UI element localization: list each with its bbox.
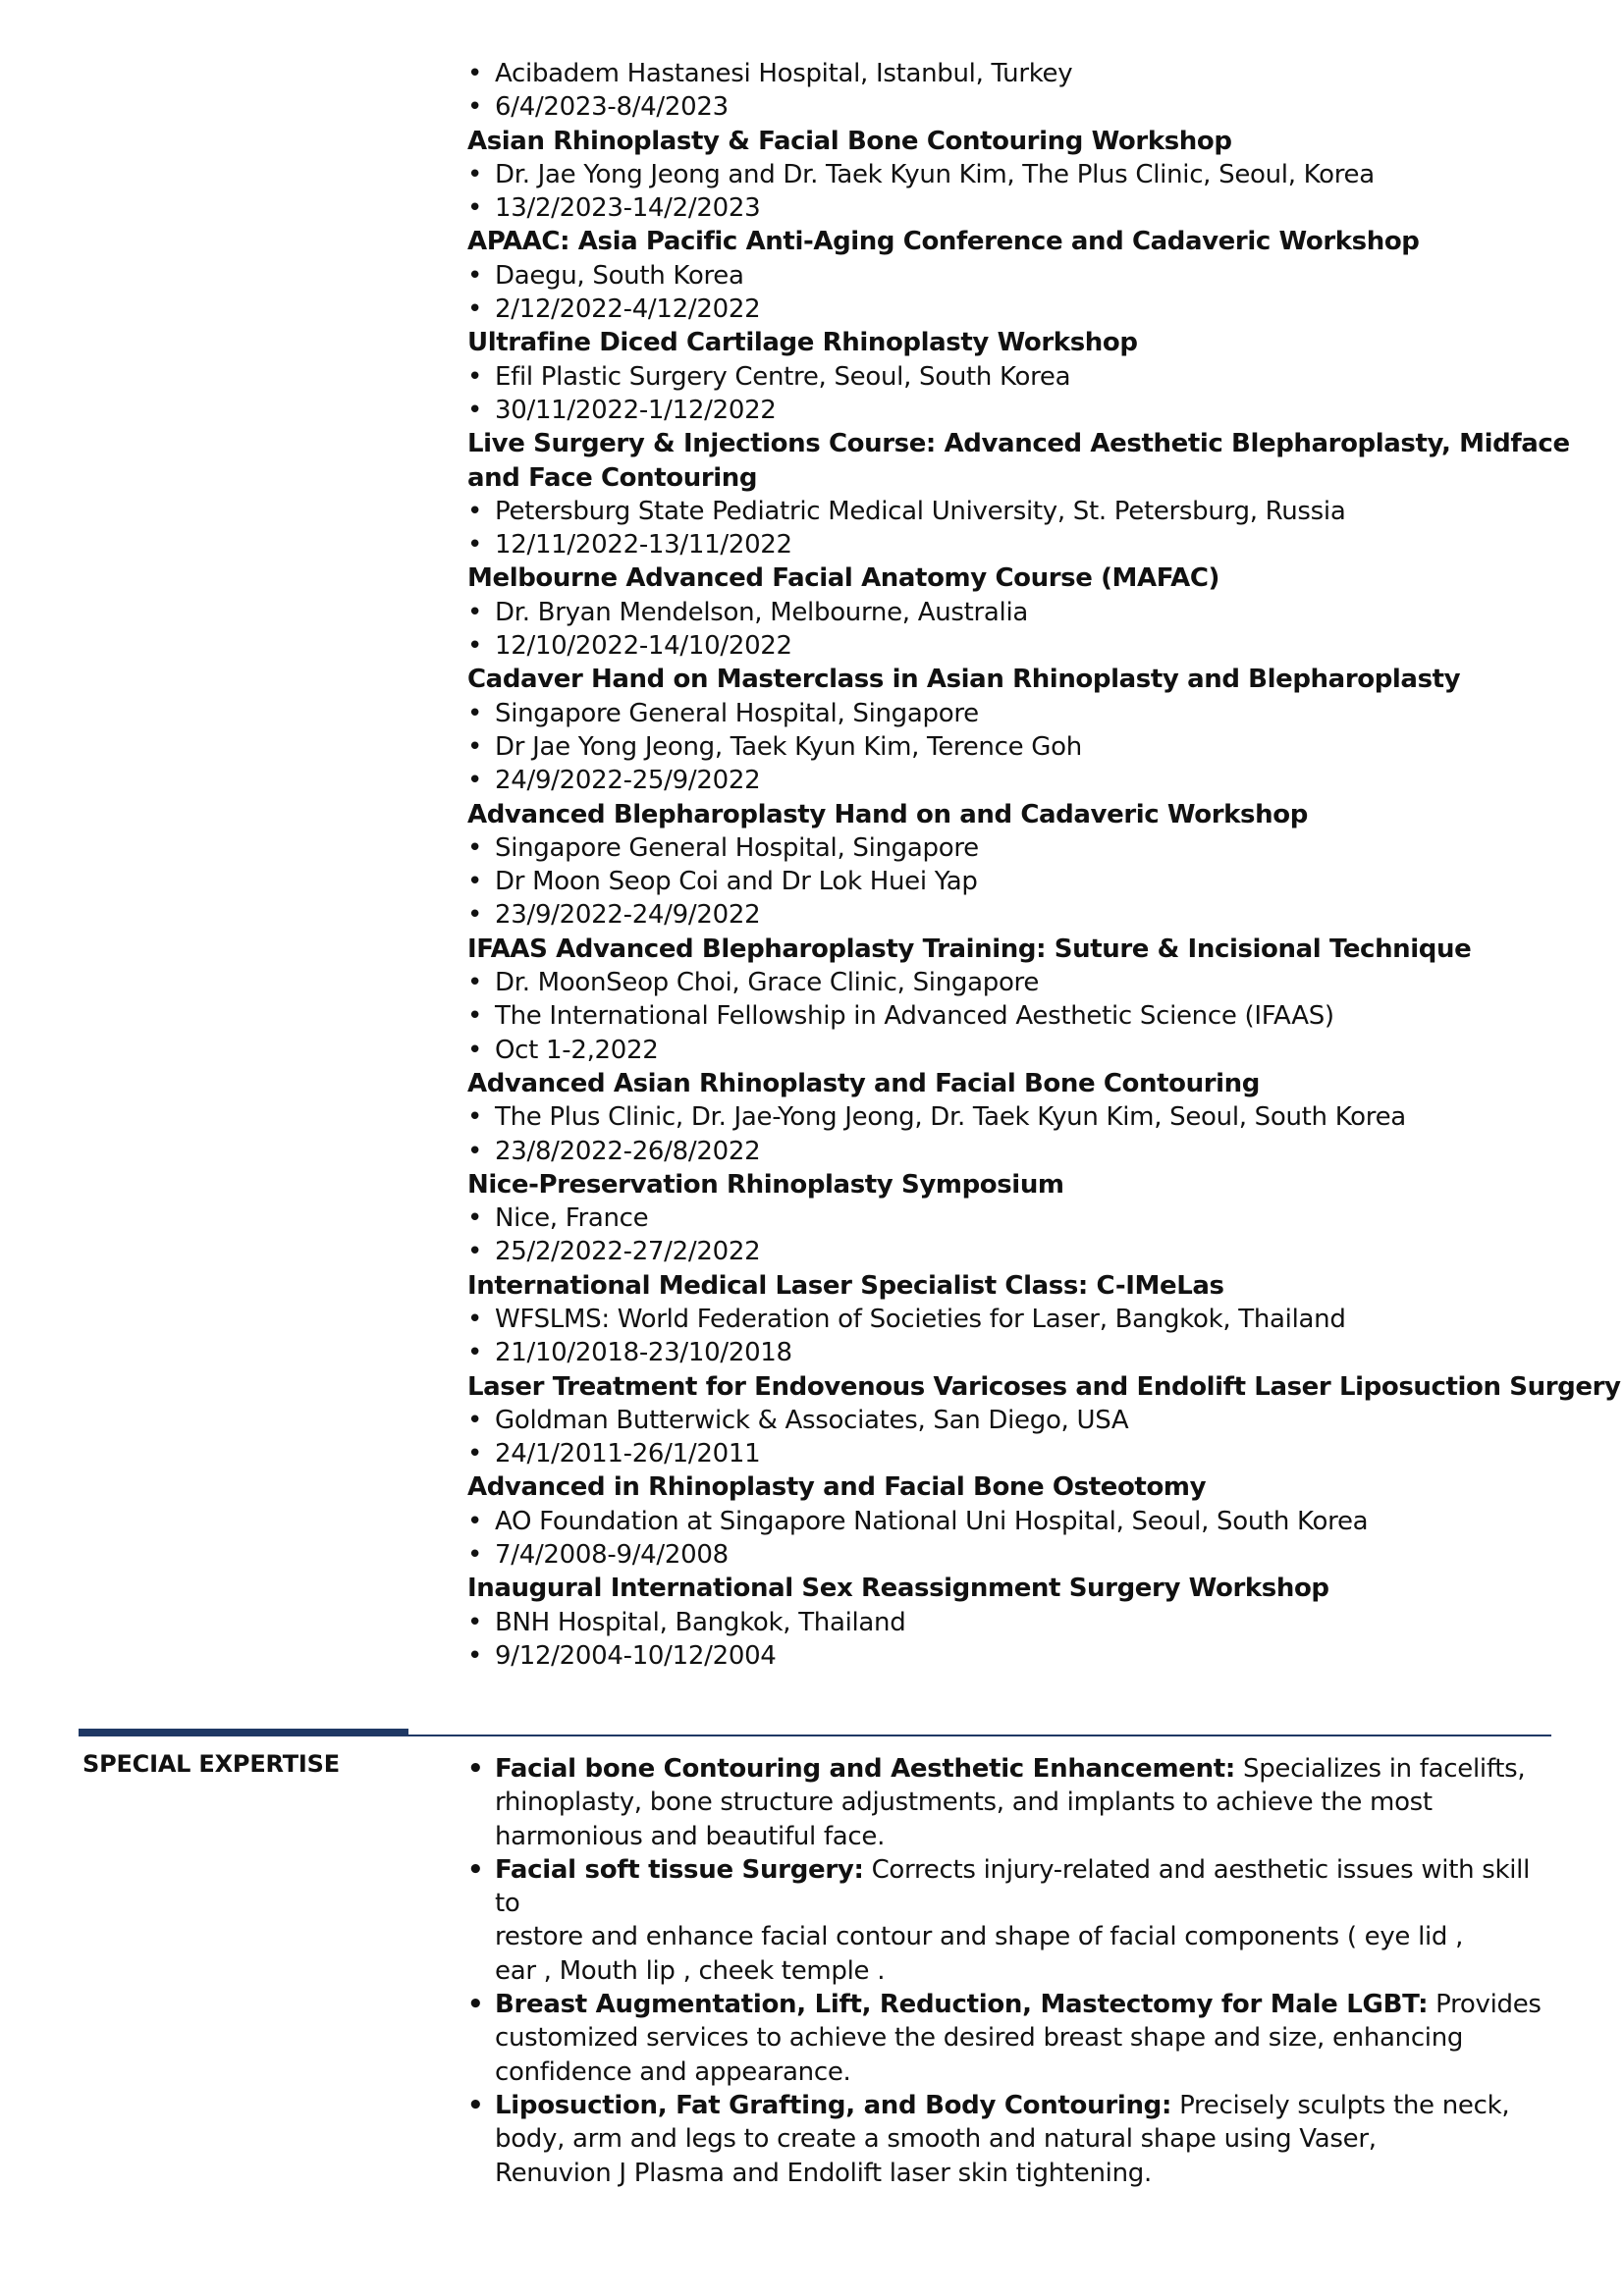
course-detail: • Dr. MoonSeop Choi, Grace Clinic, Singapore xyxy=(467,966,1567,999)
course-detail: • Efil Plastic Surgery Centre, Seoul, South Korea xyxy=(467,360,1567,394)
course-entry xyxy=(467,798,1567,933)
course-detail: • Petersburg State Pediatric Medical University, St. Petersburg, Russia xyxy=(467,495,1567,528)
course-detail: • 9/12/2004-10/12/2004 xyxy=(467,1639,1567,1673)
course-entry xyxy=(467,1572,1567,1673)
section-divider xyxy=(79,1729,1551,1736)
special-expertise-list xyxy=(467,1752,1557,2190)
course-detail: • AO Foundation at Singapore National Uni Hospital, Seoul, South Korea xyxy=(467,1505,1567,1538)
expertise-heading: Breast Augmentation, Lift, Reduction, Mastectomy for Male LGBT: xyxy=(495,1990,1429,2020)
course-title: Live Surgery & Injections Course: Advanced Aesthetic Blepharoplasty, Midface xyxy=(467,429,1570,459)
special-expertise-heading: SPECIAL EXPERTISE xyxy=(82,1750,340,1778)
course-detail: • Singapore General Hospital, Singapore xyxy=(467,831,1567,865)
expertise-item xyxy=(467,1752,1557,1853)
course-detail: • 6/4/2023-8/4/2023 xyxy=(467,90,1567,124)
expertise-text: Provides xyxy=(1435,1990,1542,2020)
course-detail: • Dr. Bryan Mendelson, Melbourne, Australia xyxy=(467,596,1567,629)
course-detail: • Daegu, South Korea xyxy=(467,259,1567,293)
course-title: Melbourne Advanced Facial Anatomy Course (MAFAC) xyxy=(467,563,1220,594)
course-detail: • Dr Moon Seop Coi and Dr Lok Huei Yap xyxy=(467,865,1567,898)
expertise-text: ear , Mouth lip , cheek temple . xyxy=(495,1955,886,1986)
training-courses-list xyxy=(467,57,1621,1673)
course-entry xyxy=(467,1168,1567,1269)
expertise-text: customized services to achieve the desired breast shape and size, enhancing xyxy=(495,2023,1464,2054)
course-title: Asian Rhinoplasty & Facial Bone Contouring Workshop xyxy=(467,126,1232,156)
section-divider-accent xyxy=(79,1729,408,1736)
course-entry xyxy=(467,1470,1567,1572)
course-detail: • 25/2/2022-27/2/2022 xyxy=(467,1235,1567,1268)
course-title: IFAAS Advanced Blepharoplasty Training: Suture & Incisional Technique xyxy=(467,934,1472,964)
course-detail: • WFSLMS: World Federation of Societies for Laser, Bangkok, Thailand xyxy=(467,1303,1567,1336)
course-detail: • 24/9/2022-25/9/2022 xyxy=(467,764,1567,797)
course-detail: • Dr Jae Yong Jeong, Taek Kyun Kim, Terence Goh xyxy=(467,730,1567,764)
course-title: Laser Treatment for Endovenous Varicoses and Endolift Laser Liposuction Surgery xyxy=(467,1371,1621,1402)
course-entry xyxy=(467,326,1567,427)
course-title: APAAC: Asia Pacific Anti-Aging Conference and Cadaveric Workshop xyxy=(467,227,1420,257)
expertise-item xyxy=(467,2089,1557,2190)
section-divider-rule xyxy=(408,1735,1551,1736)
expertise-heading: Liposuction, Fat Grafting, and Body Contouring: xyxy=(495,2090,1172,2120)
expertise-heading: Facial soft tissue Surgery: xyxy=(495,1854,864,1885)
course-detail: • 7/4/2008-9/4/2008 xyxy=(467,1538,1567,1572)
expertise-text: Specializes in facelifts, xyxy=(1242,1754,1526,1784)
course-entry xyxy=(467,663,1567,797)
course-detail: • 21/10/2018-23/10/2018 xyxy=(467,1336,1567,1369)
expertise-text: Corrects injury-related and aesthetic issues with skill to xyxy=(495,1854,1531,1919)
expertise-text: restore and enhance facial contour and shape of facial components ( eye lid , xyxy=(495,1922,1464,1952)
course-detail: • 23/8/2022-26/8/2022 xyxy=(467,1135,1567,1168)
expertise-heading: Facial bone Contouring and Aesthetic Enhancement: xyxy=(495,1754,1236,1784)
course-entry xyxy=(467,1370,1621,1471)
course-title: Cadaver Hand on Masterclass in Asian Rhinoplasty and Blepharoplasty xyxy=(467,665,1461,695)
expertise-text: Precisely sculpts the neck, xyxy=(1179,2090,1510,2120)
course-title: Ultrafine Diced Cartilage Rhinoplasty Workshop xyxy=(467,328,1138,358)
course-entry xyxy=(467,561,1567,663)
course-title: Inaugural International Sex Reassignment Surgery Workshop xyxy=(467,1574,1329,1604)
course-detail: • Singapore General Hospital, Singapore xyxy=(467,697,1567,730)
expertise-item xyxy=(467,1988,1557,2089)
course-detail: • The International Fellowship in Advanced Aesthetic Science (IFAAS) xyxy=(467,999,1567,1033)
expertise-text: Renuvion J Plasma and Endolift laser skin tightening. xyxy=(495,2158,1152,2188)
course-entry xyxy=(467,1067,1567,1168)
course-detail: • Goldman Butterwick & Associates, San Diego, USA xyxy=(467,1404,1567,1437)
course-entry xyxy=(467,427,1570,561)
course-detail: • 12/10/2022-14/10/2022 xyxy=(467,629,1567,663)
course-detail: • Oct 1-2,2022 xyxy=(467,1034,1567,1067)
course-entry xyxy=(467,1269,1567,1370)
expertise-text: rhinoplasty, bone structure adjustments, and implants to achieve the most xyxy=(495,1788,1433,1818)
course-detail: • 24/1/2011-26/1/2011 xyxy=(467,1437,1567,1470)
course-entry xyxy=(467,57,1567,125)
course-detail: • Dr. Jae Yong Jeong and Dr. Taek Kyun Kim, The Plus Clinic, Seoul, Korea xyxy=(467,158,1567,191)
course-title: Advanced Blepharoplasty Hand on and Cadaveric Workshop xyxy=(467,799,1308,829)
course-detail: • 2/12/2022-4/12/2022 xyxy=(467,293,1567,326)
course-title: and Face Contouring xyxy=(467,462,758,493)
expertise-text: harmonious and beautiful face. xyxy=(495,1821,886,1851)
course-detail: • 12/11/2022-13/11/2022 xyxy=(467,528,1567,561)
course-title: Advanced Asian Rhinoplasty and Facial Bone Contouring xyxy=(467,1068,1260,1098)
course-detail: • 13/2/2023-14/2/2023 xyxy=(467,191,1567,225)
course-entry xyxy=(467,225,1567,326)
expertise-text: confidence and appearance. xyxy=(495,2056,851,2087)
expertise-text: body, arm and legs to create a smooth and natural shape using Vaser, xyxy=(495,2124,1377,2155)
course-title: Advanced in Rhinoplasty and Facial Bone Osteotomy xyxy=(467,1472,1207,1503)
course-title: International Medical Laser Specialist Class: C-IMeLas xyxy=(467,1270,1224,1301)
course-entry xyxy=(467,933,1567,1067)
course-detail: • BNH Hospital, Bangkok, Thailand xyxy=(467,1606,1567,1639)
course-entry xyxy=(467,125,1567,226)
course-detail: • 23/9/2022-24/9/2022 xyxy=(467,898,1567,932)
course-detail: • Nice, France xyxy=(467,1201,1567,1235)
course-detail: • 30/11/2022-1/12/2022 xyxy=(467,394,1567,427)
expertise-item xyxy=(467,1853,1557,1988)
course-detail: • The Plus Clinic, Dr. Jae-Yong Jeong, Dr. Taek Kyun Kim, Seoul, South Korea xyxy=(467,1100,1567,1134)
course-title: Nice-Preservation Rhinoplasty Symposium xyxy=(467,1169,1064,1200)
course-detail: • Acibadem Hastanesi Hospital, Istanbul, Turkey xyxy=(467,57,1567,90)
